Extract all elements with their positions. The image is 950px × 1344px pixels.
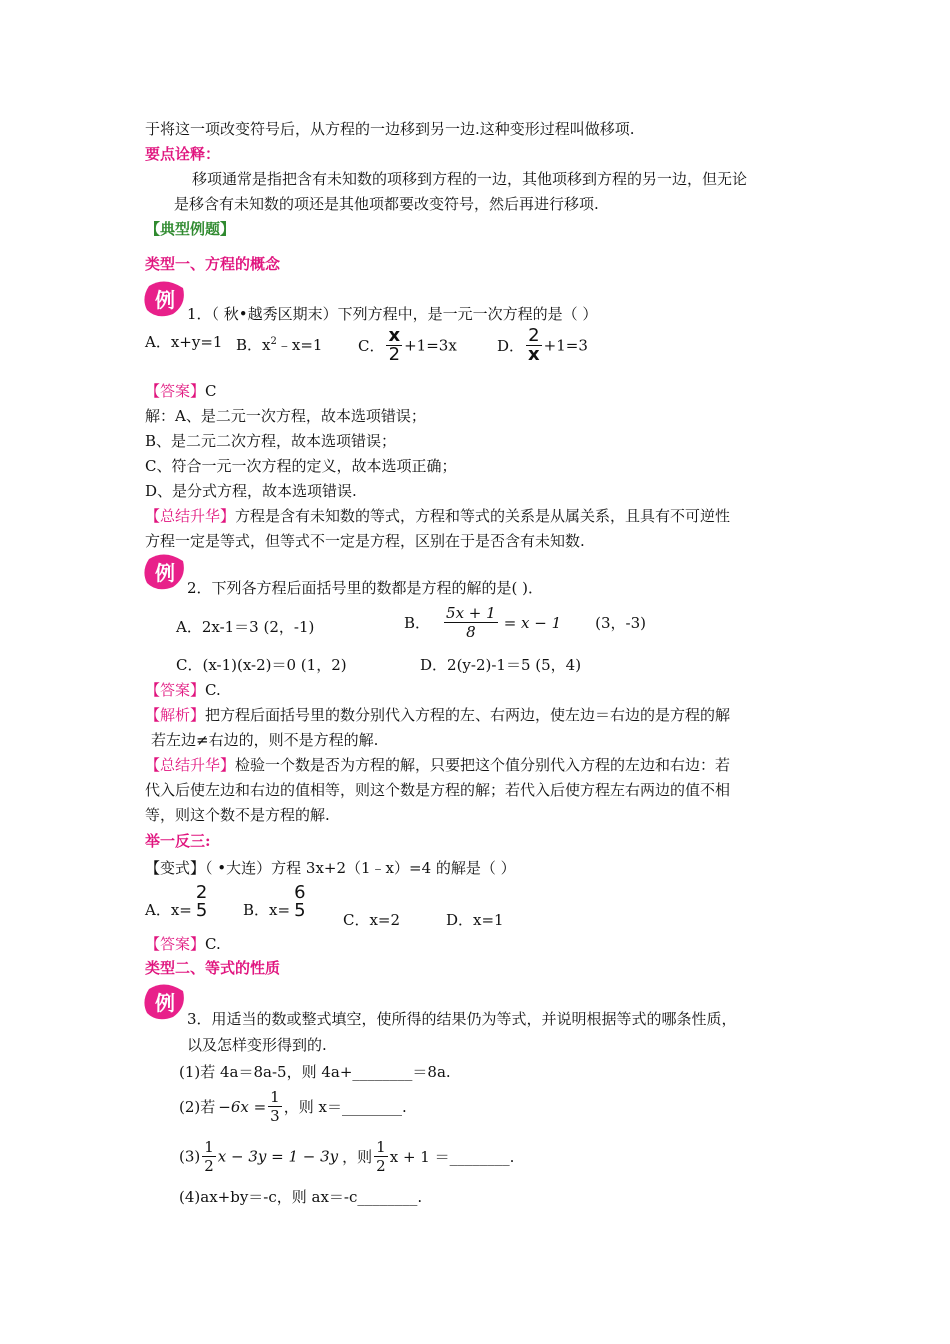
ex1-solution-2: B、是二元二次方程，故本选项错误； — [145, 432, 397, 450]
type2-title: 类型二、等式的性质 — [145, 959, 281, 977]
badge-char: 例 — [155, 288, 175, 312]
ex3-part-2: (2)若 −6x = $\frac{1}{3}$ ，则 x＝________. — [179, 1088, 407, 1125]
ex2-analysis-2: 若左边≠右边的，则不是方程的解. — [151, 731, 379, 749]
ex2-option-a: A．2x-1＝3 (2，-1) — [176, 618, 315, 636]
variant-option-b: B．x= 6 5 — [243, 882, 306, 921]
ex1-summary-2: 方程一定是等式，但等式不一定是方程，区别在于是否含有未知数. — [145, 532, 585, 550]
ex1-answer: 【答案】C — [145, 382, 217, 400]
ex3-question-1: 3．用适当的数或整式填空，使所得的结果仍为等式，并说明根据等式的哪条性质， — [187, 1010, 737, 1028]
ex2-question: 2．下列各方程后面括号里的数都是方程的解的是( )． — [187, 579, 544, 597]
ex1-solution-1: 解：A、是二元一次方程，故本选项错误； — [145, 407, 426, 425]
ex3-part-4: (4)ax+by＝-c，则 ax＝-c________. — [179, 1188, 423, 1206]
variant-option-d: D．x=1 — [446, 911, 504, 929]
variant-heading: 举一反三: — [145, 832, 211, 850]
intro-line-1: 于将这一项改变符号后，从方程的一边移到另一边.这种变形过程叫做移项. — [145, 120, 635, 138]
ex2-answer: 【答案】C. — [145, 681, 221, 699]
intro-line-3: 是移含有未知数的项还是其他项都要改变符号，然后再进行移项. — [174, 195, 599, 213]
ex1-option-d: D． $\frac{2}{x}$ +1=3 — [497, 325, 588, 365]
ex2-summary-1: 【总结升华】检验一个数是否为方程的解，只要把这个值分别代入方程的左边和右边：若 — [145, 756, 731, 774]
ex2-analysis-1: 【解析】把方程后面括号里的数分别代入方程的左、右两边，使左边＝右边的是方程的解 — [145, 706, 731, 724]
ex1-solution-4: D、是分式方程，故本选项错误. — [145, 482, 357, 500]
example-badge-icon — [143, 553, 187, 593]
ex1-summary-1: 【总结升华】方程是含有未知数的等式，方程和等式的关系是从属关系，且具有不可逆性 — [145, 507, 731, 525]
ex2-summary-2: 代入后使左边和右边的值相等，则这个数是方程的解；若代入后使方程左右两边的值不相 — [145, 781, 731, 799]
section-title: 【典型例题】 — [145, 220, 236, 238]
ex2-option-c: C．(x-1)(x-2)＝0 (1，2) — [176, 656, 347, 674]
ex2-option-d: D．2(y-2)-1＝5 (5，4) — [420, 656, 582, 674]
type1-title: 类型一、方程的概念 — [145, 255, 281, 273]
ex1-question: 1．（ 秋•越秀区期末）下列方程中，是一元一次方程的是（ ） — [187, 305, 598, 323]
ex3-question-2: 以及怎样变形得到的. — [187, 1036, 327, 1054]
variant-option-a: A．x= 2 5 — [145, 882, 208, 921]
ex3-part-1: (1)若 4a＝8a-5，则 4a+________＝8a. — [179, 1063, 451, 1081]
example-badge-icon — [143, 983, 187, 1023]
ex2-option-b: B． $\frac{5x + 1}{8}$ = x − 1 (3，-3) — [404, 604, 647, 641]
ex1-option-b: B．$x^2﹣x=1$ — [236, 336, 323, 354]
ex1-option-c: C． $\frac{x}{2}$ +1=3x — [358, 325, 457, 365]
variant-answer: 【答案】C. — [145, 935, 221, 953]
variant-question: 【变式】（ •大连）方程 3x+2（1﹣x）=4 的解是（ ） — [145, 859, 516, 877]
intro-line-2: 移项通常是指把含有未知数的项移到方程的一边，其他项移到方程的另一边，但无论 — [192, 170, 748, 188]
ex2-summary-3: 等，则这个数不是方程的解. — [145, 806, 330, 824]
example-badge-icon — [143, 280, 187, 320]
svg-text:例: 例 — [155, 991, 175, 1015]
ex3-part-3: (3) $\frac{1}{2}$ x − 3y = 1 − 3y ，则 $\frac{1}{2}$ x + 1 ＝________. — [179, 1138, 515, 1175]
key-point-heading: 要点诠释： — [145, 145, 221, 163]
variant-option-c: C．x=2 — [343, 911, 401, 929]
ex1-solution-3: C、符合一元一次方程的定义，故本选项正确； — [145, 457, 457, 475]
svg-text:例: 例 — [155, 561, 175, 585]
ex1-option-a: A．x+y=1 — [145, 333, 223, 351]
